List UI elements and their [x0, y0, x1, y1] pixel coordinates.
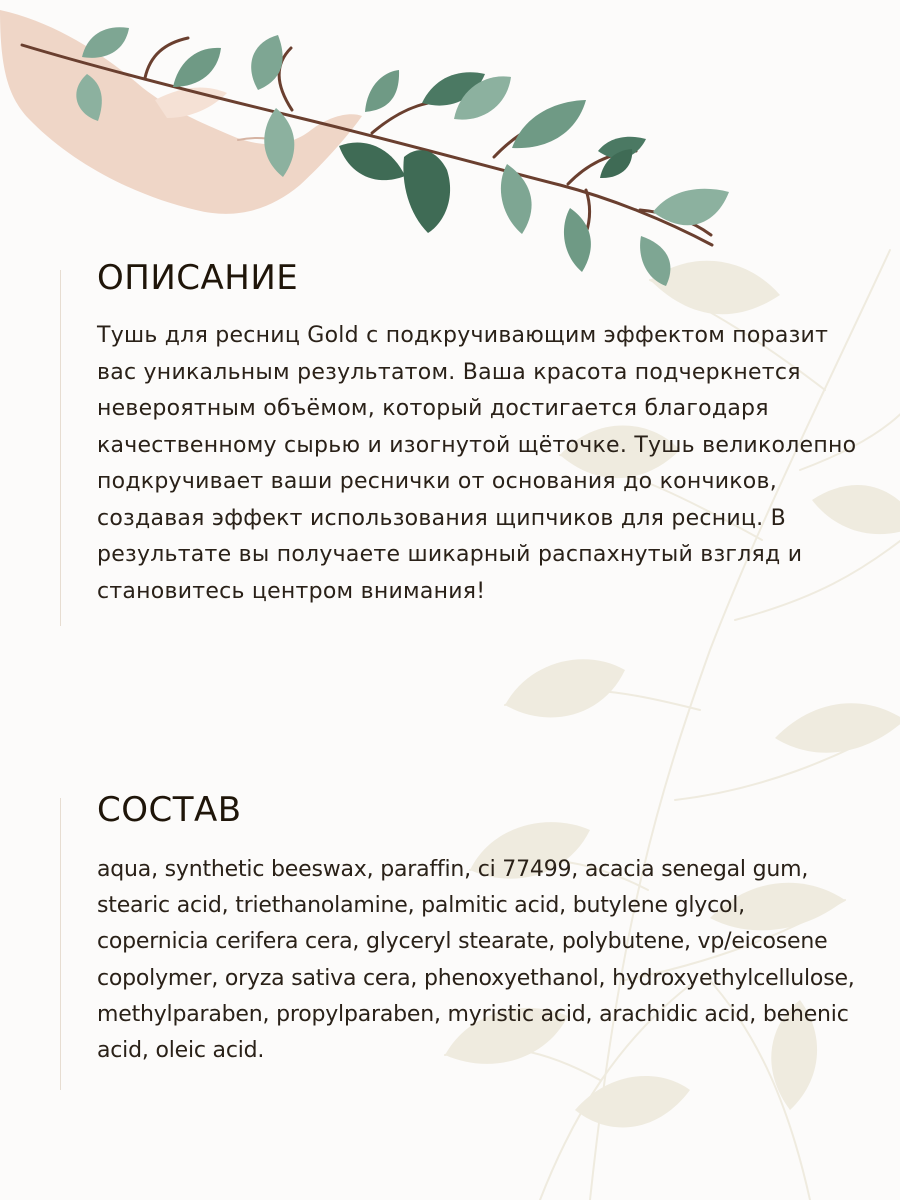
description-accent-rule: [60, 270, 61, 626]
description-text: Тушь для ресниц Gold с подкручивающим эффектом поразит вас уникальным результатом. Ваша красота подчеркнется невероятным объёмом, который достигается благодаря качественному сырью и изогнутой щёточке. Тушь великолепно подкручивает ваши реснички от основания до кончиков, создавая эффект использования щипчиков для ресниц. В результате вы получаете шикарный распахнутый взгляд и становитесь центром внимания!: [97, 323, 857, 604]
composition-accent-rule: [60, 798, 61, 1090]
description-title: ОПИСАНИЕ: [97, 258, 299, 298]
eucalyptus-hand-image: [0, 0, 760, 300]
composition-title: СОСТАВ: [97, 790, 242, 830]
composition-section: [60, 790, 860, 1090]
description-section: [60, 258, 860, 630]
composition-text: aqua, synthetic beeswax, paraffin, ci 77499, acacia senegal gum, stearic acid, triethanolamine, palmitic acid, butylene glycol, copernicia cerifera cera, glyceryl stearate, polybutene, vp/eicosene copolymer, oryza sativa cera, phenoxyethanol, hydroxyethylcellulose, methylparaben, propylparaben, myristic acid, arachidic acid, behenic acid, oleic acid.: [97, 857, 855, 1064]
